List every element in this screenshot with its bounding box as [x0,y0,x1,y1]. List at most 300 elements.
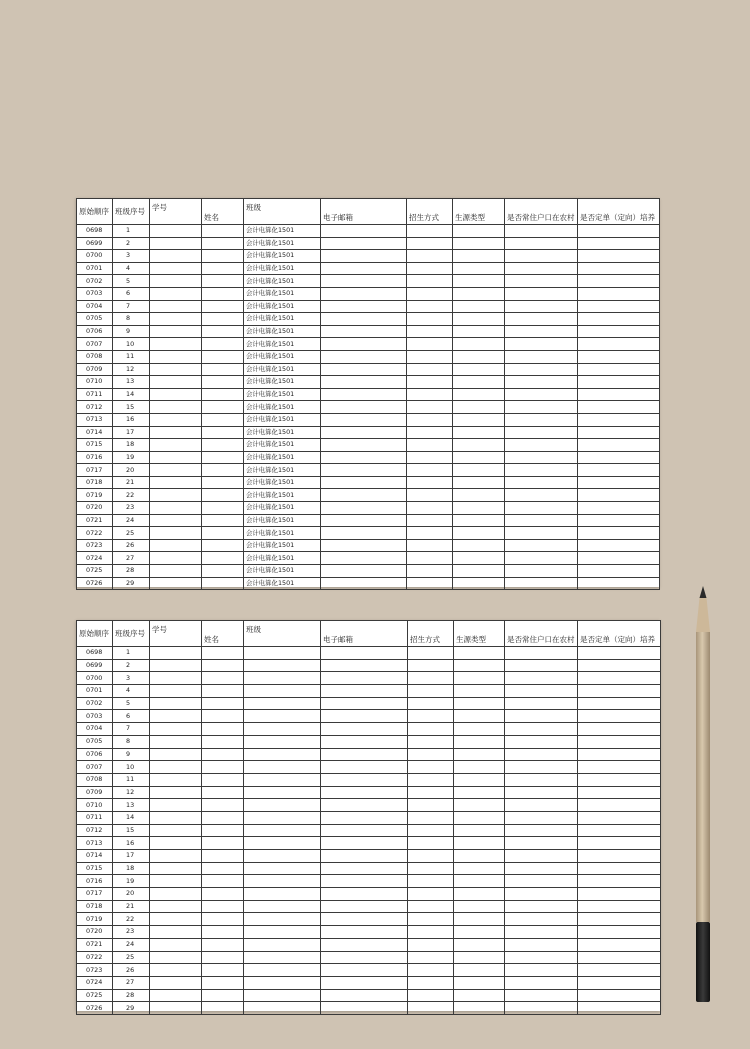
cell-email[interactable] [321,565,407,578]
cell-enroll[interactable] [407,451,453,464]
cell-orig[interactable]: 0723 [77,539,113,552]
cell-name[interactable] [202,338,244,351]
cell-source[interactable] [454,875,505,888]
cell-enroll[interactable] [408,773,454,786]
cell-source[interactable] [453,250,505,263]
cell-orig[interactable]: 0726 [77,577,113,590]
cell-name[interactable] [202,862,244,875]
cell-directed[interactable] [578,773,661,786]
cell-orig[interactable]: 0716 [77,875,113,888]
cell-class[interactable] [244,799,321,812]
cell-class[interactable]: 会计电算化1501 [244,237,321,250]
cell-num[interactable]: 3 [113,672,150,685]
cell-rural[interactable] [505,926,578,939]
cell-class[interactable] [244,697,321,710]
cell-name[interactable] [202,262,244,275]
cell-sid[interactable] [150,502,202,515]
cell-email[interactable] [321,938,408,951]
cell-directed[interactable] [578,748,661,761]
cell-directed[interactable] [578,888,661,901]
cell-sid[interactable] [150,976,202,989]
cell-sid[interactable] [150,900,202,913]
cell-sid[interactable] [150,262,202,275]
cell-email[interactable] [321,875,408,888]
cell-enroll[interactable] [408,951,454,964]
cell-email[interactable] [321,697,408,710]
cell-enroll[interactable] [407,350,453,363]
cell-rural[interactable] [505,439,578,452]
cell-rural[interactable] [505,862,578,875]
cell-email[interactable] [321,376,407,389]
cell-name[interactable] [202,888,244,901]
cell-email[interactable] [321,723,408,736]
cell-class[interactable] [244,926,321,939]
cell-sid[interactable] [150,761,202,774]
cell-num[interactable]: 6 [113,287,150,300]
cell-class[interactable] [244,837,321,850]
cell-class[interactable]: 会计电算化1501 [244,262,321,275]
cell-sid[interactable] [150,577,202,590]
cell-source[interactable] [454,786,505,799]
cell-email[interactable] [321,799,408,812]
cell-orig[interactable]: 0702 [77,275,113,288]
cell-enroll[interactable] [408,900,454,913]
cell-rural[interactable] [505,552,578,565]
cell-source[interactable] [454,773,505,786]
cell-source[interactable] [454,647,505,660]
cell-num[interactable]: 23 [113,502,150,515]
cell-class[interactable] [244,913,321,926]
cell-num[interactable]: 25 [113,951,150,964]
cell-directed[interactable] [578,262,660,275]
cell-email[interactable] [321,350,407,363]
cell-num[interactable]: 15 [113,824,150,837]
cell-sid[interactable] [150,647,202,660]
cell-email[interactable] [321,237,407,250]
cell-class[interactable] [244,786,321,799]
cell-email[interactable] [321,225,407,238]
cell-rural[interactable] [505,325,578,338]
cell-sid[interactable] [150,837,202,850]
cell-orig[interactable]: 0721 [77,514,113,527]
cell-num[interactable]: 28 [113,565,150,578]
cell-name[interactable] [202,773,244,786]
cell-enroll[interactable] [408,964,454,977]
cell-enroll[interactable] [407,514,453,527]
cell-enroll[interactable] [407,300,453,313]
cell-orig[interactable]: 0700 [77,672,113,685]
cell-enroll[interactable] [407,401,453,414]
cell-directed[interactable] [578,539,660,552]
cell-sid[interactable] [150,862,202,875]
cell-source[interactable] [453,539,505,552]
cell-orig[interactable]: 0719 [77,913,113,926]
cell-rural[interactable] [505,262,578,275]
cell-directed[interactable] [578,451,660,464]
cell-name[interactable] [202,938,244,951]
cell-sid[interactable] [150,514,202,527]
cell-source[interactable] [454,938,505,951]
cell-rural[interactable] [505,888,578,901]
cell-directed[interactable] [578,685,661,698]
cell-orig[interactable]: 0721 [77,938,113,951]
cell-name[interactable] [202,325,244,338]
cell-num[interactable]: 11 [113,350,150,363]
cell-enroll[interactable] [407,439,453,452]
cell-sid[interactable] [150,799,202,812]
cell-orig[interactable]: 0698 [77,647,113,660]
cell-enroll[interactable] [407,539,453,552]
cell-orig[interactable]: 0715 [77,862,113,875]
cell-enroll[interactable] [407,577,453,590]
cell-email[interactable] [321,514,407,527]
cell-enroll[interactable] [408,786,454,799]
cell-num[interactable]: 11 [113,773,150,786]
cell-num[interactable]: 16 [113,413,150,426]
cell-email[interactable] [321,262,407,275]
cell-enroll[interactable] [408,1002,454,1015]
cell-name[interactable] [202,850,244,863]
cell-num[interactable]: 17 [113,850,150,863]
cell-source[interactable] [454,761,505,774]
cell-num[interactable]: 2 [113,237,150,250]
cell-email[interactable] [321,325,407,338]
cell-num[interactable]: 28 [113,989,150,1002]
cell-class[interactable]: 会计电算化1501 [244,539,321,552]
cell-source[interactable] [454,672,505,685]
cell-source[interactable] [454,799,505,812]
cell-email[interactable] [321,837,408,850]
cell-enroll[interactable] [408,989,454,1002]
cell-num[interactable]: 14 [113,388,150,401]
cell-enroll[interactable] [408,710,454,723]
cell-directed[interactable] [578,350,660,363]
cell-sid[interactable] [150,938,202,951]
cell-enroll[interactable] [407,527,453,540]
cell-rural[interactable] [505,451,578,464]
cell-num[interactable]: 24 [113,938,150,951]
cell-source[interactable] [454,913,505,926]
cell-source[interactable] [453,287,505,300]
cell-sid[interactable] [150,464,202,477]
cell-name[interactable] [202,451,244,464]
cell-source[interactable] [453,350,505,363]
cell-class[interactable] [244,900,321,913]
cell-email[interactable] [321,338,407,351]
cell-name[interactable] [202,926,244,939]
cell-enroll[interactable] [408,723,454,736]
cell-class[interactable]: 会计电算化1501 [244,464,321,477]
cell-source[interactable] [453,262,505,275]
cell-sid[interactable] [150,338,202,351]
cell-email[interactable] [321,685,408,698]
cell-enroll[interactable] [408,811,454,824]
cell-class[interactable] [244,824,321,837]
cell-name[interactable] [202,577,244,590]
cell-enroll[interactable] [407,325,453,338]
cell-source[interactable] [453,552,505,565]
cell-rural[interactable] [505,275,578,288]
cell-orig[interactable]: 0712 [77,824,113,837]
cell-email[interactable] [321,811,408,824]
cell-name[interactable] [202,489,244,502]
cell-directed[interactable] [578,401,660,414]
cell-sid[interactable] [150,659,202,672]
cell-rural[interactable] [505,350,578,363]
cell-source[interactable] [453,275,505,288]
cell-sid[interactable] [150,552,202,565]
cell-directed[interactable] [578,647,661,660]
cell-directed[interactable] [578,565,660,578]
cell-name[interactable] [202,647,244,660]
cell-name[interactable] [202,363,244,376]
cell-email[interactable] [321,862,408,875]
cell-directed[interactable] [578,489,660,502]
cell-directed[interactable] [578,875,661,888]
cell-class[interactable] [244,761,321,774]
cell-class[interactable] [244,748,321,761]
cell-num[interactable]: 20 [113,888,150,901]
cell-name[interactable] [202,565,244,578]
cell-rural[interactable] [505,951,578,964]
cell-orig[interactable]: 0711 [77,388,113,401]
cell-num[interactable]: 4 [113,262,150,275]
cell-num[interactable]: 9 [113,325,150,338]
cell-class[interactable] [244,964,321,977]
cell-sid[interactable] [150,685,202,698]
cell-email[interactable] [321,401,407,414]
cell-orig[interactable]: 0706 [77,325,113,338]
cell-rural[interactable] [505,237,578,250]
cell-email[interactable] [321,577,407,590]
cell-orig[interactable]: 0720 [77,502,113,515]
cell-enroll[interactable] [408,697,454,710]
cell-directed[interactable] [578,710,661,723]
cell-rural[interactable] [505,850,578,863]
cell-orig[interactable]: 0712 [77,401,113,414]
cell-directed[interactable] [578,811,661,824]
cell-class[interactable]: 会计电算化1501 [244,287,321,300]
cell-rural[interactable] [505,476,578,489]
cell-enroll[interactable] [407,476,453,489]
cell-source[interactable] [453,489,505,502]
cell-num[interactable]: 26 [113,964,150,977]
cell-orig[interactable]: 0701 [77,685,113,698]
cell-name[interactable] [202,989,244,1002]
cell-class[interactable]: 会计电算化1501 [244,363,321,376]
cell-num[interactable]: 15 [113,401,150,414]
cell-source[interactable] [454,926,505,939]
cell-rural[interactable] [505,401,578,414]
cell-num[interactable]: 2 [113,659,150,672]
cell-class[interactable] [244,685,321,698]
cell-source[interactable] [453,376,505,389]
cell-source[interactable] [454,837,505,850]
cell-directed[interactable] [578,786,661,799]
cell-rural[interactable] [505,672,578,685]
cell-name[interactable] [202,697,244,710]
cell-source[interactable] [454,811,505,824]
cell-directed[interactable] [578,225,660,238]
cell-num[interactable]: 29 [113,1002,150,1015]
cell-directed[interactable] [578,735,661,748]
cell-email[interactable] [321,773,408,786]
cell-num[interactable]: 24 [113,514,150,527]
cell-name[interactable] [202,811,244,824]
cell-sid[interactable] [150,250,202,263]
cell-orig[interactable]: 0725 [77,989,113,1002]
cell-enroll[interactable] [407,338,453,351]
cell-class[interactable] [244,850,321,863]
cell-num[interactable]: 17 [113,426,150,439]
cell-sid[interactable] [150,913,202,926]
cell-orig[interactable]: 0713 [77,413,113,426]
cell-sid[interactable] [150,723,202,736]
cell-sid[interactable] [150,926,202,939]
cell-email[interactable] [321,489,407,502]
cell-orig[interactable]: 0699 [77,659,113,672]
cell-name[interactable] [202,951,244,964]
cell-name[interactable] [202,659,244,672]
cell-num[interactable]: 1 [113,647,150,660]
cell-source[interactable] [454,862,505,875]
cell-orig[interactable]: 0714 [77,426,113,439]
cell-sid[interactable] [150,300,202,313]
cell-source[interactable] [454,951,505,964]
cell-directed[interactable] [578,376,660,389]
cell-name[interactable] [202,426,244,439]
cell-rural[interactable] [505,735,578,748]
cell-rural[interactable] [505,837,578,850]
cell-sid[interactable] [150,225,202,238]
cell-class[interactable] [244,989,321,1002]
cell-orig[interactable]: 0710 [77,376,113,389]
cell-num[interactable]: 27 [113,552,150,565]
cell-enroll[interactable] [408,862,454,875]
cell-class[interactable] [244,710,321,723]
cell-enroll[interactable] [408,685,454,698]
cell-sid[interactable] [150,401,202,414]
cell-enroll[interactable] [407,426,453,439]
cell-enroll[interactable] [407,262,453,275]
cell-orig[interactable]: 0698 [77,225,113,238]
cell-directed[interactable] [578,338,660,351]
cell-source[interactable] [454,735,505,748]
cell-email[interactable] [321,539,407,552]
cell-enroll[interactable] [408,938,454,951]
cell-rural[interactable] [505,875,578,888]
cell-email[interactable] [321,1002,408,1015]
cell-sid[interactable] [150,313,202,326]
cell-email[interactable] [321,426,407,439]
cell-rural[interactable] [505,250,578,263]
cell-rural[interactable] [505,989,578,1002]
cell-orig[interactable]: 0717 [77,464,113,477]
cell-class[interactable]: 会计电算化1501 [244,489,321,502]
cell-num[interactable]: 13 [113,799,150,812]
cell-enroll[interactable] [408,748,454,761]
cell-directed[interactable] [578,313,660,326]
cell-class[interactable] [244,1002,321,1015]
cell-directed[interactable] [578,1002,661,1015]
cell-orig[interactable]: 0705 [77,313,113,326]
cell-num[interactable]: 12 [113,363,150,376]
cell-sid[interactable] [150,989,202,1002]
cell-email[interactable] [321,647,408,660]
cell-source[interactable] [453,225,505,238]
cell-name[interactable] [202,350,244,363]
cell-email[interactable] [321,313,407,326]
cell-source[interactable] [453,363,505,376]
cell-num[interactable]: 19 [113,451,150,464]
cell-rural[interactable] [505,426,578,439]
cell-class[interactable]: 会计电算化1501 [244,413,321,426]
cell-name[interactable] [202,401,244,414]
cell-class[interactable] [244,938,321,951]
cell-rural[interactable] [505,539,578,552]
cell-email[interactable] [321,250,407,263]
cell-class[interactable]: 会计电算化1501 [244,514,321,527]
cell-name[interactable] [202,527,244,540]
cell-num[interactable]: 10 [113,338,150,351]
cell-source[interactable] [454,976,505,989]
cell-orig[interactable]: 0718 [77,900,113,913]
cell-name[interactable] [202,225,244,238]
cell-source[interactable] [454,900,505,913]
cell-enroll[interactable] [408,824,454,837]
cell-source[interactable] [453,464,505,477]
cell-orig[interactable]: 0713 [77,837,113,850]
cell-source[interactable] [453,476,505,489]
cell-rural[interactable] [505,799,578,812]
cell-num[interactable]: 8 [113,735,150,748]
cell-orig[interactable]: 0726 [77,1002,113,1015]
cell-rural[interactable] [505,565,578,578]
cell-email[interactable] [321,786,408,799]
cell-directed[interactable] [578,723,661,736]
cell-num[interactable]: 21 [113,476,150,489]
cell-name[interactable] [202,976,244,989]
cell-orig[interactable]: 0723 [77,964,113,977]
cell-directed[interactable] [578,862,661,875]
cell-orig[interactable]: 0708 [77,773,113,786]
cell-class[interactable]: 会计电算化1501 [244,250,321,263]
cell-rural[interactable] [505,659,578,672]
cell-num[interactable]: 13 [113,376,150,389]
cell-class[interactable]: 会计电算化1501 [244,225,321,238]
cell-enroll[interactable] [408,913,454,926]
cell-email[interactable] [321,502,407,515]
cell-source[interactable] [453,388,505,401]
cell-sid[interactable] [150,850,202,863]
cell-name[interactable] [202,313,244,326]
cell-enroll[interactable] [407,237,453,250]
cell-name[interactable] [202,514,244,527]
cell-directed[interactable] [578,476,660,489]
cell-directed[interactable] [578,761,661,774]
cell-enroll[interactable] [408,976,454,989]
cell-rural[interactable] [505,225,578,238]
cell-source[interactable] [453,439,505,452]
cell-directed[interactable] [578,926,661,939]
cell-name[interactable] [202,552,244,565]
cell-email[interactable] [321,951,408,964]
cell-sid[interactable] [150,426,202,439]
cell-source[interactable] [453,577,505,590]
cell-directed[interactable] [578,552,660,565]
cell-enroll[interactable] [408,672,454,685]
cell-rural[interactable] [505,761,578,774]
